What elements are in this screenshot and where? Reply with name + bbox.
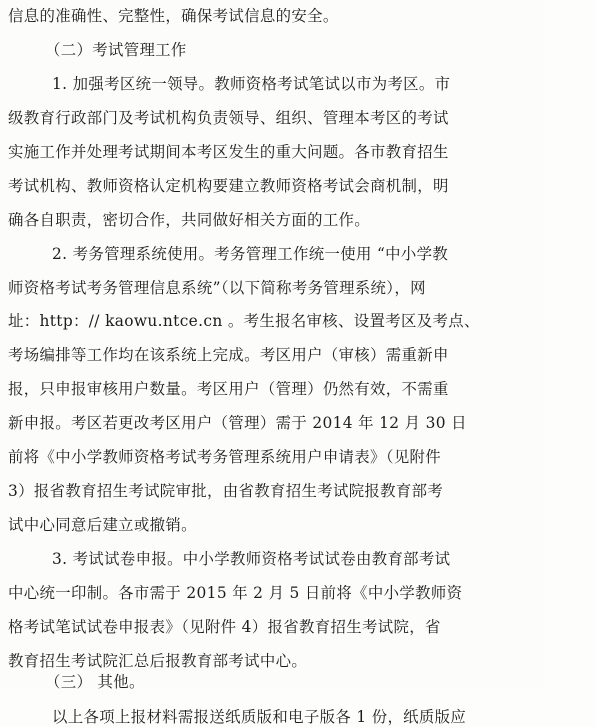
paragraph-line: 报，只申报审核用户数量。考区用户（管理）仍然有效，不需重 (8, 380, 449, 398)
paragraph-line: 教育招生考试院汇总后报教育部考试中心。 (8, 652, 308, 670)
paragraph-line: 新申报。考区若更改考区用户（管理）需于 2014 年 12 月 30 日 (8, 414, 467, 432)
paragraph-line: 址：http：// kaowu.ntce.cn 。考生报名审核、设置考区及考点、 (8, 312, 480, 330)
paragraph-line: 3. 考试试卷申报。中小学教师资格考试试卷由教育部考试 (52, 550, 451, 568)
paragraph-line: 信息的准确性、完整性，确保考试信息的安全。 (8, 7, 339, 25)
paragraph-line: 确各自职责，密切合作，共同做好相关方面的工作。 (8, 211, 371, 229)
section-heading: （三） 其他。 (45, 673, 145, 691)
paragraph-line: 中心统一印制。各市需于 2015 年 2 月 5 日前将《中小学教师资 (8, 584, 463, 602)
paragraph-line: 考试机构、教师资格认定机构要建立教师资格考试会商机制，明 (8, 177, 449, 195)
paragraph-line: 考场编排等工作均在该系统上完成。考区用户（审核）需重新申 (8, 346, 449, 364)
paragraph-line: 2. 考务管理系统使用。考务管理工作统一使用 “中小学教 (52, 245, 449, 263)
paragraph-line: 级教育行政部门及考试机构负责领导、组织、管理本考区的考试 (8, 109, 449, 127)
paragraph-line: 前将《中小学教师资格考试考务管理系统用户申请表》（见附件 (8, 448, 442, 466)
paragraph-line: 师资格考试考务管理信息系统”（以下简称考务管理系统），网 (8, 279, 426, 297)
paragraph-line: 3）报省教育招生考试院审批，由省教育招生考试院报教育部考 (8, 482, 444, 500)
paragraph-line: 以上各项上报材料需报送纸质版和电子版各 1 份，纸质版应 (52, 708, 467, 726)
section-heading: （二）考试管理工作 (45, 41, 187, 59)
paragraph-line: 试中心同意后建立或撤销。 (8, 516, 197, 534)
paragraph-line: 格考试笔试试卷申报表》（见附件 4）报省教育招生考试院，省 (8, 618, 441, 636)
paragraph-line: 实施工作并处理考试期间本考区发生的重大问题。各市教育招生 (8, 143, 449, 161)
paragraph-line: 1. 加强考区统一领导。教师资格考试笔试以市为考区。市 (52, 75, 451, 93)
